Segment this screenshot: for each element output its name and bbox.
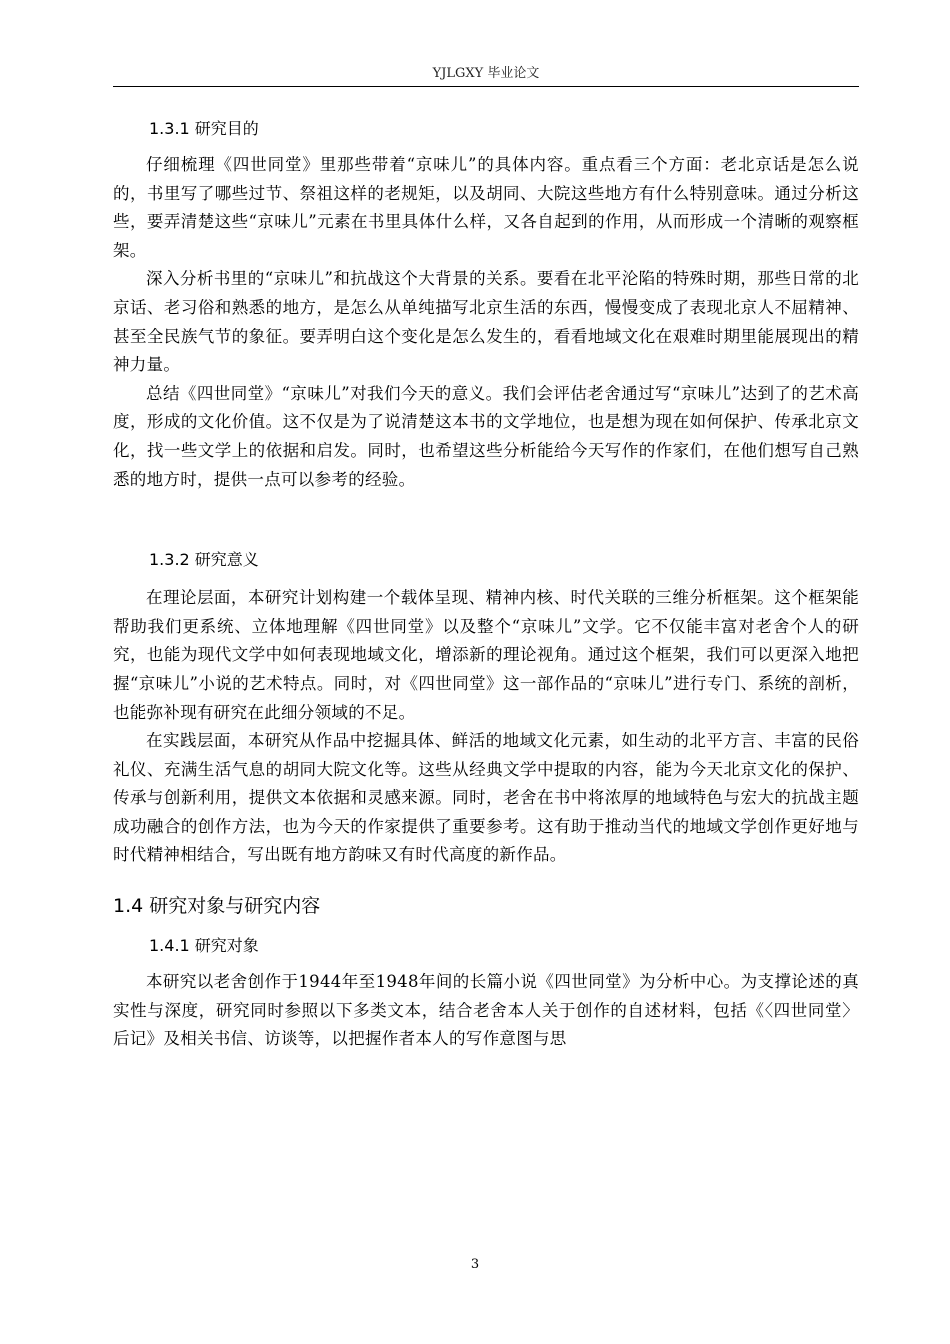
page-body xyxy=(113,115,859,1054)
section-heading-1-4: 1.4 研究对象与研究内容 xyxy=(113,895,321,918)
paragraph: 仔细梳理《四世同堂》里那些带着“京味儿”的具体内容。重点看三个方面：老北京话是怎么说的，书里写了哪些过节、祭祖这样的老规矩，以及胡同、大院这些地方有什么特别意味。通过分析这些，要弄清楚这些“京味儿”元素在书里具体什么样，又各自起到的作用，从而形成一个清晰的观察框架。 xyxy=(113,155,859,260)
paragraph: 本研究以老舍创作于1944年至1948年间的长篇小说《四世同堂》为分析中心。为支撑论述的真实性与深度，研究同时参照以下多类文本，结合老舍本人关于创作的自述材料，包括《〈四世同堂〉后记》及相关书信、访谈等，以把握作者本人的写作意图与思 xyxy=(113,972,859,1049)
section-heading-1-4-1: 1.4.1 研究对象 xyxy=(149,936,259,956)
page-number: 3 xyxy=(470,1257,480,1272)
section-heading-1-3-1: 1.3.1 研究目的 xyxy=(149,119,259,138)
paragraph: 深入分析书里的“京味儿”和抗战这个大背景的关系。要看在北平沦陷的特殊时期，那些日常的北京话、老习俗和熟悉的地方，是怎么从单纯描写北京生活的东西，慢慢变成了表现北京人不屈精神、甚至全民族气节的象征。要弄明白这个变化是怎么发生的，看看地域文化在艰难时期里能展现出的精神力量。 xyxy=(113,269,859,375)
paragraph: 在实践层面，本研究从作品中挖掘具体、鲜活的地域文化元素，如生动的北平方言、丰富的民俗礼仪、充满生活气息的胡同大院文化等。这些从经典文学中提取的内容，能为今天北京文化的保护、传承与创新利用，提供文本依据和灵感来源。同时，老舍在书中将浓厚的地域特色与宏大的抗战主题成功融合的创作方法，也为今天的作家提供了重要参考。这有助于推动当代的地域文学创作更好地与时代精神相结合，写出既有地方韵味又有时代高度的新作品。 xyxy=(113,731,859,865)
running-header: YJLGXY 毕业论文 xyxy=(432,66,540,81)
paragraph: 总结《四世同堂》“京味儿”对我们今天的意义。我们会评估老舍通过写“京味儿”达到了的艺术高度，形成的文化价值。这不仅是为了说清楚这本书的文学地位，也是想为现在如何保护、传承北京文化，找一些文学上的依据和启发。同时，也希望这些分析能给今天写作的作家们，在他们想写自己熟悉的地方时，提供一点可以参考的经验。 xyxy=(113,383,859,489)
section-heading-1-3-2: 1.3.2 研究意义 xyxy=(149,550,259,570)
paragraph: 在理论层面，本研究计划构建一个载体呈现、精神内核、时代关联的三维分析框架。这个框架能帮助我们更系统、立体地理解《四世同堂》以及整个“京味儿”文学。它不仅能丰富对老舍个人的研究，也能为现代文学中如何表现地域文化，增添新的理论视角。通过这个框架，我们可以更深入地把握“京味儿”小说的艺术特点。同时，对《四世同堂》这一部作品的“京味儿”进行专门、系统的剖析，也能弥补现有研究在此细分领域的不足。 xyxy=(113,588,859,722)
header-divider xyxy=(113,86,859,87)
